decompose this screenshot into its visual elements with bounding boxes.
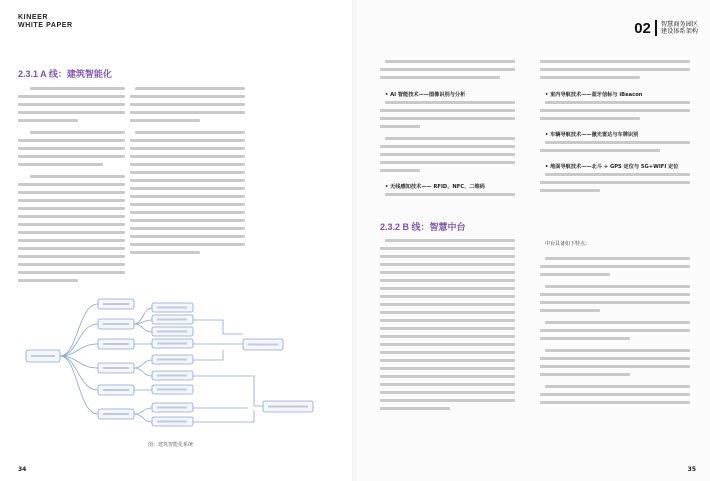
- body-text-line: [18, 147, 125, 150]
- body-text-line: [130, 203, 245, 206]
- book-gutter: [352, 0, 358, 481]
- body-text-line: [135, 131, 245, 134]
- body-text-line: [545, 385, 690, 388]
- chapter-divider: [655, 20, 657, 36]
- body-text-line: [130, 227, 245, 230]
- body-text-line: [545, 257, 690, 260]
- body-text-line: [540, 265, 690, 268]
- body-text-line: [18, 183, 125, 186]
- body-text-line: [540, 293, 690, 296]
- body-text-line: [18, 155, 125, 158]
- body-text-line: [18, 139, 125, 142]
- body-text-line: [380, 263, 515, 266]
- body-text-line: [545, 173, 690, 176]
- body-text-line: [380, 279, 515, 282]
- bullet-ai: • AI 智能技术——图像识别与分析: [385, 92, 466, 98]
- body-text-line: [380, 68, 515, 71]
- body-text-line: [130, 155, 245, 158]
- body-text-line: [18, 103, 125, 106]
- chapter-title: [661, 21, 698, 35]
- body-text-line: [130, 139, 245, 142]
- body-text-line: [30, 175, 125, 178]
- body-text-line: [380, 327, 515, 330]
- body-text-line: [18, 239, 125, 242]
- body-text-line: [540, 60, 690, 63]
- body-text-line: [18, 163, 103, 166]
- body-text-line: [540, 68, 690, 71]
- body-text-line: [380, 145, 515, 148]
- body-text-line: [18, 263, 125, 266]
- body-text-line: [540, 365, 690, 368]
- body-text-line: [380, 153, 515, 156]
- body-text-line: [545, 141, 690, 144]
- body-text-line: [130, 95, 245, 98]
- body-text-line: [18, 111, 125, 114]
- body-text-line: [540, 373, 630, 376]
- body-text-line: [130, 163, 245, 166]
- bullet-indoor-nav: • 室内导航技术——蓝牙信标与 iBeacon: [545, 92, 643, 98]
- body-text-line: [385, 60, 515, 63]
- body-text-line: [130, 103, 245, 106]
- body-text-line: [380, 311, 515, 314]
- brand-logo: [18, 14, 73, 30]
- page-number-left: 34: [18, 466, 27, 473]
- body-text-line: [130, 211, 245, 214]
- body-text-line: [540, 301, 690, 304]
- body-text-line: [130, 219, 245, 222]
- chapter-header: [634, 20, 698, 36]
- body-text-line: [380, 169, 420, 172]
- body-text-line: [380, 109, 515, 112]
- body-text-line: [540, 401, 690, 404]
- page-number-right: 35: [687, 466, 696, 473]
- body-text-line: [540, 357, 690, 360]
- body-text-line: [545, 101, 690, 104]
- body-text-line: [540, 117, 640, 120]
- diagram-caption: 图：建筑智能化系统: [148, 442, 194, 448]
- body-text-line: [540, 273, 610, 276]
- body-text-line: [380, 399, 515, 402]
- brand-line-2: WHITE PAPER: [18, 22, 73, 29]
- body-text-line: [18, 215, 125, 218]
- bullet-wireless: • 无线感知技术—— RFID、NFC、二维码: [385, 184, 485, 190]
- body-text-line: [18, 271, 125, 274]
- body-text-line: [380, 319, 515, 322]
- body-text-line: [380, 247, 515, 250]
- body-text-line: [380, 255, 515, 258]
- body-text-line: [380, 343, 515, 346]
- chapter-number: 02: [634, 19, 651, 37]
- brand-line-1: KINEER: [18, 14, 49, 21]
- body-text-line: [385, 239, 515, 242]
- body-text-line: [380, 351, 515, 354]
- body-text-line: [540, 309, 600, 312]
- body-text-line: [30, 87, 125, 90]
- chapter-title-line-1: 智慧商务园区: [660, 21, 698, 28]
- body-text-line: [380, 407, 450, 410]
- body-text-line: [380, 271, 515, 274]
- body-text-line: [130, 179, 245, 182]
- body-text-line: [130, 235, 245, 238]
- body-text-line: [130, 195, 245, 198]
- body-text-line: [380, 161, 515, 164]
- body-text-line: [380, 76, 500, 79]
- body-text-line: [380, 367, 515, 370]
- body-text-line: [385, 101, 515, 104]
- body-text-line: [540, 337, 630, 340]
- body-text-line: [380, 391, 515, 394]
- body-text-line: [540, 393, 690, 396]
- chapter-title-line-2: 建设体系架构: [660, 28, 698, 35]
- building-intelligence-diagram: [18, 286, 348, 438]
- body-text-line: [18, 199, 125, 202]
- body-text-line: [380, 117, 515, 120]
- body-text-line: [385, 193, 515, 196]
- body-text-line: [540, 149, 660, 152]
- body-text-line: [18, 231, 125, 234]
- bullet-ground-nav: • 地面导航技术——北斗 + GPS 定位与 5G+WIFI 定位: [545, 164, 679, 170]
- body-text-line: [540, 189, 600, 192]
- body-text-line: [380, 287, 515, 290]
- body-text-line: [135, 87, 245, 90]
- body-text-line: [18, 255, 125, 258]
- body-text-line: [130, 251, 200, 254]
- body-text-line: [380, 375, 515, 378]
- body-text-line: [545, 321, 690, 324]
- body-text-line: [540, 109, 690, 112]
- body-text-line: [130, 111, 245, 114]
- body-text-line: [18, 119, 78, 122]
- body-text-line: [18, 207, 125, 210]
- body-text-line: [380, 335, 515, 338]
- section-title-b: 2.3.2 B 线：智慧中台: [380, 222, 466, 232]
- body-text-line: [380, 295, 515, 298]
- section-title-a: 2.3.1 A 线：建筑智能化: [18, 69, 112, 79]
- body-text-line: [380, 303, 515, 306]
- body-text-line: [18, 279, 78, 282]
- body-text-line: [540, 181, 690, 184]
- midplatform-intro: 中台具备如下特点：: [545, 241, 591, 247]
- body-text-line: [130, 171, 245, 174]
- body-text-line: [545, 349, 690, 352]
- body-text-line: [18, 95, 125, 98]
- body-text-line: [380, 359, 515, 362]
- body-text-line: [545, 285, 690, 288]
- bullet-vehicle-nav: • 车辆导航技术——激光雷达与车牌识别: [545, 132, 639, 138]
- body-text-line: [130, 119, 200, 122]
- body-text-line: [130, 147, 245, 150]
- body-text-line: [130, 243, 245, 246]
- body-text-line: [380, 383, 515, 386]
- body-text-line: [130, 187, 245, 190]
- body-text-line: [18, 247, 125, 250]
- body-text-line: [540, 329, 690, 332]
- body-text-line: [385, 137, 515, 140]
- right-page: [355, 0, 710, 481]
- body-text-line: [380, 125, 420, 128]
- body-text-line: [30, 131, 125, 134]
- body-text-line: [18, 223, 125, 226]
- body-text-line: [18, 191, 125, 194]
- body-text-line: [540, 76, 640, 79]
